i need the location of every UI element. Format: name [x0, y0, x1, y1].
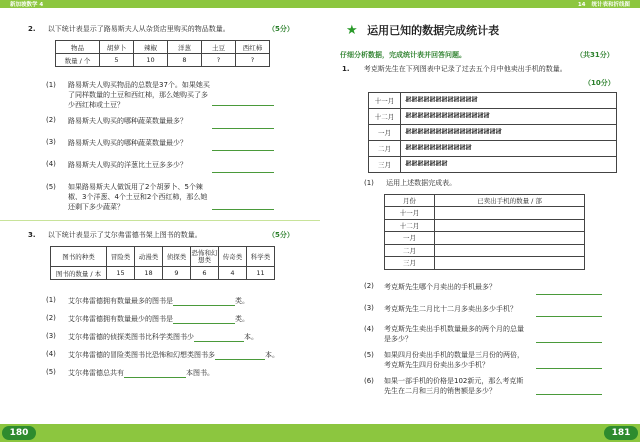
tally-month: 十二月	[369, 109, 401, 125]
q1-sub6	[364, 376, 634, 395]
q2-stem	[28, 24, 230, 34]
q1-sub3-text: 考克斯先生二月比十二月多卖出多少手机？	[384, 305, 517, 313]
q3-sub5-num: (5)	[46, 368, 56, 376]
q2-sub1-answer-line[interactable]	[212, 105, 274, 106]
q3-sub1-unit: 类。	[235, 297, 249, 305]
sales-month: 一月	[385, 232, 435, 245]
q1-sub2-text: 考克斯先生哪个月卖出的手机最多？	[384, 283, 496, 291]
q1-text: 考克斯先生在下列图表中记录了过去五个月中他卖出手机的数量。	[363, 65, 567, 73]
q1-score: （10分）	[584, 79, 615, 87]
q1-sub5-answer-line[interactable]	[536, 368, 602, 369]
q3-h0: 图书的种类	[51, 247, 107, 267]
q1-sub3	[364, 304, 634, 312]
q2-h1: 胡萝卜	[100, 41, 134, 54]
q1-sub6-num: (6)	[364, 377, 374, 385]
q3-sub2	[46, 314, 306, 322]
book-title: 新加坡数学 4	[10, 2, 44, 8]
tally-marks: 𝍸𝍸𝍸𝍸𝍸𝍸𝍸	[401, 157, 617, 173]
chapter-number: 14	[577, 2, 586, 8]
tally-row	[369, 125, 617, 141]
q3-sub1-answer-line[interactable]	[173, 305, 235, 306]
tally-marks: 𝍸𝍸𝍸𝍸𝍸𝍸𝍸𝍸𝍸𝍸𝍸𝍸𝍸𝍸𝍸𝍸	[401, 125, 617, 141]
q2-table	[55, 40, 270, 67]
sales-table	[384, 194, 585, 270]
q2-sub4-text: 路易斯夫人购买的洋葱比土豆多多少？	[68, 161, 187, 169]
q3-sub3-unit: 本。	[244, 333, 258, 341]
q3-sub5-answer-line[interactable]	[124, 377, 186, 378]
q2-sub1-num: (1)	[46, 81, 56, 89]
q3-score: （5分）	[268, 231, 294, 239]
q2-d2: 10	[134, 54, 168, 67]
q1-sub1-text: 运用上述数据完成表。	[386, 179, 457, 187]
total-score: （共31分）	[576, 51, 614, 59]
sales-row	[385, 244, 585, 257]
q1-stem	[342, 64, 567, 74]
q3-table-data-row	[51, 267, 275, 280]
tally-month: 二月	[369, 141, 401, 157]
q3-sub2-unit: 类。	[235, 315, 249, 323]
q1-sub4-num: (4)	[364, 325, 374, 333]
q2-sub2-text: 路易斯夫人购买的哪种蔬菜数量最多？	[68, 117, 187, 125]
tally-marks: 𝍸𝍸𝍸𝍸𝍸𝍸𝍸𝍸𝍸𝍸𝍸𝍸𝍸𝍸	[401, 109, 617, 125]
q2-d5: ?	[236, 54, 270, 67]
tally-marks: 𝍸𝍸𝍸𝍸𝍸𝍸𝍸𝍸𝍸𝍸𝍸	[401, 141, 617, 157]
q1-sub5-num: (5)	[364, 351, 374, 359]
q3-h5: 传奇类	[219, 247, 247, 267]
q2-sub1-l3: 少西红柿或土豆？	[68, 101, 124, 109]
q2-sub5-answer-line[interactable]	[212, 209, 274, 210]
q1-sub4-l2: 是多少？	[384, 335, 412, 343]
sales-row	[385, 207, 585, 220]
q2-sub3	[46, 138, 296, 146]
sales-value-cell[interactable]	[435, 219, 585, 232]
sales-month: 二月	[385, 244, 435, 257]
q2-table-header-row	[56, 41, 270, 54]
q2-sub4-answer-line[interactable]	[212, 172, 274, 173]
sales-value-cell[interactable]	[435, 207, 585, 220]
q2-h2: 辣椒	[134, 41, 168, 54]
q3-d4: 6	[191, 267, 219, 280]
q2-h4: 土豆	[202, 41, 236, 54]
q3-table	[50, 246, 275, 280]
sales-value-cell[interactable]	[435, 257, 585, 270]
q3-sub4-unit: 本。	[265, 351, 279, 359]
q3-sub1	[46, 296, 306, 304]
q2-sub2-num: (2)	[46, 116, 56, 124]
instruction: 仔细分析数据，完成统计表并回答问题。	[340, 51, 466, 59]
q2-sub3-num: (3)	[46, 138, 56, 146]
q3-sub4-text: 艾尔弗雷德的冒险类图书比恐怖和幻想类图书多	[68, 351, 215, 359]
q3-sub3-answer-line[interactable]	[194, 341, 244, 342]
sales-h0: 月份	[385, 195, 435, 207]
q3-h6: 科学类	[247, 247, 275, 267]
q1-sub3-answer-line[interactable]	[536, 316, 602, 317]
q3-sub3	[46, 332, 306, 340]
q3-sub3-num: (3)	[46, 332, 56, 340]
q1-sub5	[364, 350, 634, 369]
q3-d0: 图书的数量 / 本	[51, 267, 107, 280]
tally-marks: 𝍸𝍸𝍸𝍸𝍸𝍸𝍸𝍸𝍸𝍸𝍸𝍸	[401, 93, 617, 109]
q2-h0: 物品	[56, 41, 100, 54]
q2-sub4	[46, 160, 296, 168]
q1-sub3-num: (3)	[364, 304, 374, 312]
q3-sub4	[46, 350, 306, 358]
sales-h1: 已卖出手机的数量 / 部	[435, 195, 585, 207]
tally-month: 十一月	[369, 93, 401, 109]
q3-sub5-unit: 本图书。	[186, 369, 214, 377]
q2-d0: 数量 / 个	[56, 54, 100, 67]
q2-number: 2.	[28, 25, 36, 33]
q1-sub4-l1: 考克斯先生卖出手机数量最多的两个月的总量	[384, 325, 524, 333]
sales-row	[385, 257, 585, 270]
q2-sub1-l2: 了同样数量的土豆和西红柿，那么她购买了多	[68, 91, 208, 99]
q2-d4: ?	[202, 54, 236, 67]
q2-sub5-l2: 椒、3个洋葱、4个土豆和2个西红柿，那么她	[68, 193, 208, 201]
tally-row	[369, 93, 617, 109]
q2-sub2	[46, 116, 296, 124]
q3-text: 以下统计表显示了艾尔弗雷德书架上图书的数量。	[47, 231, 202, 239]
q3-h3: 侦探类	[163, 247, 191, 267]
q2-sub1-l1: 路易斯夫人购买物品的总数是37个。如果她买	[68, 81, 210, 89]
q1-sub6-l2: 先生在二月和三月的销售额是多少？	[384, 387, 496, 395]
sales-header-row	[385, 195, 585, 207]
bottom-band	[0, 424, 320, 442]
page-number: 180	[2, 426, 36, 440]
sales-row	[385, 232, 585, 245]
q3-d3: 9	[163, 267, 191, 280]
q3-sub4-num: (4)	[46, 350, 56, 358]
q3-h2: 动漫类	[135, 247, 163, 267]
q3-h1: 冒险类	[107, 247, 135, 267]
q3-sub2-num: (2)	[46, 314, 56, 322]
sales-month: 三月	[385, 257, 435, 270]
q1-sub1	[364, 178, 456, 188]
q2-sub5-l3: 还剩下多少蔬菜？	[68, 203, 124, 211]
q2-sub5-num: (5)	[46, 183, 56, 191]
q2-sub1	[46, 80, 296, 109]
q2-sub5	[46, 182, 296, 211]
q2-sub4-num: (4)	[46, 160, 56, 168]
q3-sub1-text: 艾尔弗雷德拥有数量最多的图书是	[68, 297, 173, 305]
right-page	[320, 0, 640, 442]
chapter-title	[578, 0, 630, 8]
q2-sub3-answer-line[interactable]	[212, 150, 274, 151]
q3-sub2-answer-line[interactable]	[173, 323, 235, 324]
q1-sub4	[364, 324, 634, 343]
q2-d3: 8	[168, 54, 202, 67]
divider	[0, 220, 320, 221]
q3-sub5	[46, 368, 306, 376]
sales-month: 十二月	[385, 219, 435, 232]
q2-h5: 西红柿	[236, 41, 270, 54]
q1-sub5-l1: 如果四月份卖出手机的数量是三月份的两倍，	[384, 351, 524, 359]
tally-month: 三月	[369, 157, 401, 173]
bottom-band-right	[320, 424, 640, 442]
q2-h3: 洋葱	[168, 41, 202, 54]
q2-sub3-text: 路易斯夫人购买的哪种蔬菜数量最少？	[68, 139, 187, 147]
q3-d5: 4	[219, 267, 247, 280]
q3-sub4-answer-line[interactable]	[215, 359, 265, 360]
q2-sub5-l1: 如果路易斯夫人做饭用了2个胡萝卜、5个辣	[68, 183, 203, 191]
q2-table-data-row	[56, 54, 270, 67]
q2-score: （5分）	[268, 25, 294, 33]
star-icon: ★	[346, 23, 358, 38]
sales-value-cell[interactable]	[435, 244, 585, 257]
chapter-name: 统计表和折线图	[591, 2, 630, 8]
sales-month: 十一月	[385, 207, 435, 220]
q3-d2: 18	[135, 267, 163, 280]
q1-sub2-answer-line[interactable]	[536, 294, 602, 295]
tally-row	[369, 109, 617, 125]
q1-sub2-num: (2)	[364, 282, 374, 290]
tally-month: 一月	[369, 125, 401, 141]
q1-sub2	[364, 282, 634, 290]
q3-sub2-text: 艾尔弗雷德拥有数量最少的图书是	[68, 315, 173, 323]
tally-table	[368, 92, 617, 173]
section-header	[346, 22, 499, 38]
q3-stem	[28, 230, 202, 240]
q1-number: 1.	[342, 65, 350, 73]
q3-sub5-text: 艾尔弗雷德总共有	[68, 369, 124, 377]
section-title: 运用已知的数据完成统计表	[367, 24, 500, 37]
q3-d1: 15	[107, 267, 135, 280]
q3-d6: 11	[247, 267, 275, 280]
q1-sub6-answer-line[interactable]	[536, 394, 602, 395]
top-band	[0, 0, 320, 8]
tally-row	[369, 141, 617, 157]
q1-sub4-answer-line[interactable]	[536, 342, 602, 343]
q2-sub2-answer-line[interactable]	[212, 128, 274, 129]
sales-value-cell[interactable]	[435, 232, 585, 245]
q3-table-header-row	[51, 247, 275, 267]
q1-sub5-l2: 考克斯先生四月份卖出多少手机？	[384, 361, 489, 369]
q2-text: 以下统计表显示了路易斯夫人从杂货店里购买的物品数量。	[47, 25, 230, 33]
q1-sub1-num: (1)	[364, 179, 374, 187]
page-number-right: 181	[604, 426, 638, 440]
sales-row	[385, 219, 585, 232]
q3-number: 3.	[28, 231, 36, 239]
q1-sub6-l1: 如果一部手机的价格是102新元，那么考克斯	[384, 377, 524, 385]
q3-sub3-text: 艾尔弗雷德的侦探类图书比科学类图书少	[68, 333, 194, 341]
q2-d1: 5	[100, 54, 134, 67]
q3-sub1-num: (1)	[46, 296, 56, 304]
q3-h4: 恐怖和幻想类	[191, 247, 219, 267]
tally-row	[369, 157, 617, 173]
